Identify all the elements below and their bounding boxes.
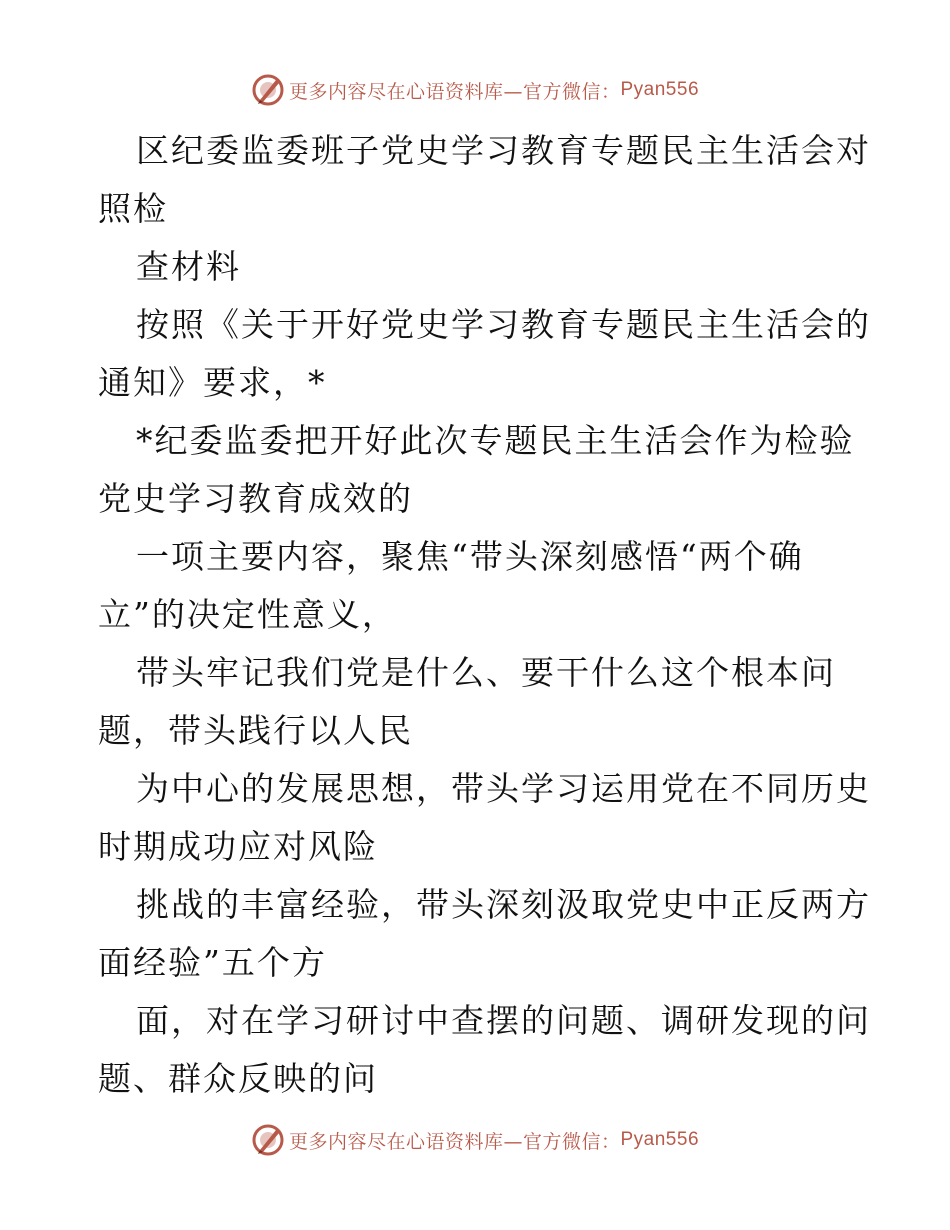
text-line: 时期成功应对风险 <box>98 827 378 866</box>
text-line: 立”的决定性意义， <box>98 595 397 634</box>
text-line: 挑战的丰富经验，带头深刻汲取党史中正反两方 <box>136 885 871 924</box>
text-line: 查材料 <box>136 247 241 286</box>
pen-logo-icon <box>251 1123 285 1157</box>
document-body <box>98 122 871 1108</box>
text-line: 为中心的发展思想，带头学习运用党在不同历史 <box>136 769 871 808</box>
watermark-text: 更多内容尽在心语资料库—官方微信： <box>288 80 621 103</box>
text-line: 一项主要内容，聚焦“带头深刻感悟“两个确 <box>136 537 804 576</box>
watermark-wechat-id: Pyan556 <box>620 1129 700 1150</box>
text-line: 题、群众反映的问 <box>98 1059 378 1098</box>
text-line: 区纪委监委班子党史学习教育专题民主生活会对 <box>136 131 871 170</box>
watermark-text: 更多内容尽在心语资料库—官方微信： <box>288 1130 621 1153</box>
text-line: *纪委监委把开好此次专题民主生活会作为检验 <box>136 421 855 460</box>
text-line: 题，带头践行以人民 <box>98 711 413 750</box>
text-line: 通知》要求，* <box>98 363 327 402</box>
text-line: 面，对在学习研讨中查摆的问题、调研发现的问 <box>136 1001 871 1040</box>
pen-logo-icon <box>251 73 285 107</box>
text-line: 面经验”五个方 <box>98 943 327 982</box>
text-line: 照检 <box>98 189 168 228</box>
header-watermark <box>0 70 950 110</box>
watermark-wechat-id: Pyan556 <box>620 79 700 100</box>
text-line: 党史学习教育成效的 <box>98 479 413 518</box>
text-line: 带头牢记我们党是什么、要干什么这个根本问 <box>136 653 836 692</box>
text-line: 按照《关于开好党史学习教育专题民主生活会的 <box>136 305 871 344</box>
footer-watermark <box>0 1120 950 1160</box>
